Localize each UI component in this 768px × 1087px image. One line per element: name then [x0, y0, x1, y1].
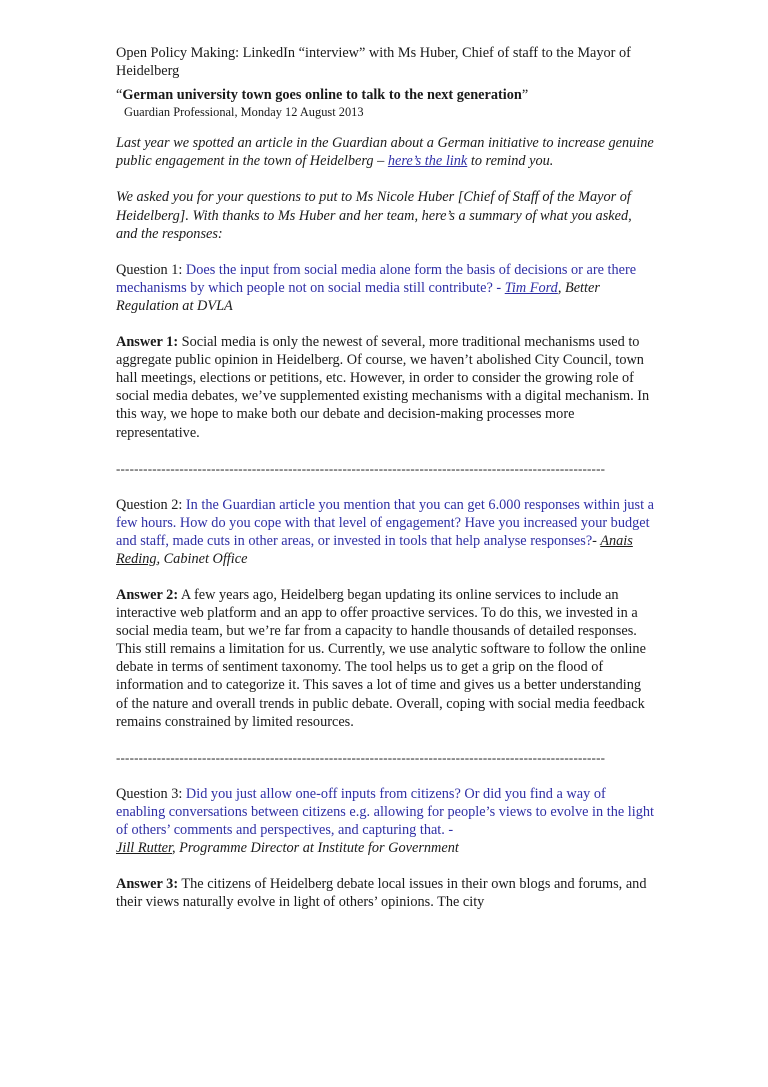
intro-text-end: to remind you.: [467, 153, 554, 170]
answer-text: Social media is only the newest of several, more traditional mechanisms used to aggregate public opinion in Heidelberg. Of course, we haven’t abolished City Council, town hall meetings, elections or petitions, etc. However, in order to consider the growing role of social media debates, we’ve supplemented existing mechanisms with a digital mechanism. In this way, we hope to make both our debate and decision-making processes more representative.: [116, 334, 650, 441]
author-link-jill-rutter[interactable]: Jill Rutter: [116, 840, 172, 856]
question-label: Question 3:: [116, 785, 186, 802]
question-text: Did you just allow one-off inputs from citizens? Or did you find a way of enabling conversations between citizens e.g. allowing for people’s views to evolve in the light of others’ comments and perspectives, and capturing that. -: [116, 785, 654, 838]
document-title: Open Policy Making: LinkedIn “interview” with Ms Huber, Chief of staff to the Mayor of Heidelberg: [116, 45, 631, 80]
answer-1: [116, 333, 656, 442]
separator-line: ------------------------------------------------------------------------------------------------------------: [116, 460, 606, 476]
headline-text: German university town goes online to talk to the next generation: [122, 87, 522, 104]
answer-2: [116, 586, 656, 731]
intro-paragraph-2: We asked you for your questions to put to Ms Nicole Huber [Chief of Staff of the Mayor of Heidelberg]. With thanks to Ms Huber and her team, here’s a summary of what you asked, and the responses:: [116, 189, 632, 242]
question-text: In the Guardian article you mention that you can get 6.000 responses within just a few hours. How do you cope with that level of engagement? Have you increased your budget and staff, made cuts in other areas, or invested in tools that help analyse responses?: [116, 496, 655, 549]
author-affiliation: , Better Regulation at DVLA: [116, 279, 600, 314]
answer-label: Answer 3:: [116, 876, 179, 893]
question-1: [116, 261, 656, 315]
article-link[interactable]: here’s the link: [387, 153, 468, 170]
headline: [116, 86, 656, 104]
question-2: [116, 496, 656, 568]
close-quote: ”: [521, 87, 529, 104]
open-quote: “: [116, 87, 123, 104]
answer-3: [116, 875, 656, 911]
question-3: [116, 785, 656, 857]
author-affiliation: , Cabinet Office: [156, 550, 248, 567]
intro-paragraph-1: [116, 134, 656, 170]
author-link-tim-ford[interactable]: Tim Ford: [504, 279, 558, 296]
answer-label: Answer 1:: [116, 334, 179, 351]
document-page: [116, 44, 656, 911]
answer-text: The citizens of Heidelberg debate local issues in their own blogs and forums, and their views naturally evolve in light of others’ opinions. The city: [116, 876, 647, 911]
separator-line: ------------------------------------------------------------------------------------------------------------: [116, 749, 606, 765]
source-line: Guardian Professional, Monday 12 August 2013: [124, 105, 364, 120]
intro-text: Last year we spotted an article in the Guardian about a German initiative to increase genuine public engagement in the town of Heidelberg –: [116, 135, 654, 170]
answer-text: A few years ago, Heidelberg began updating its online services to include an interactive web platform and an app to offer proactive services. To do this, we invested in a social media team, but we’re far from a capacity to handle thousands of detailed responses. This still remains a limitation for us. Currently, we use analytic software to follow the online debate in terms of sentiment taxonomy. The tool helps us to get a grip on the flood of information and to categorize it. This saves a lot of time and gives us a better understanding of the nature and overall trends in public debate. Overall, coping with social media feedback remains constrained by limited resources.: [116, 586, 646, 730]
answer-label: Answer 2:: [116, 586, 179, 603]
question-text: Does the input from social media alone form the basis of decisions or are there mechanisms by which people not on social media still contribute? -: [116, 261, 637, 296]
author-link-anais-reding[interactable]: Anais Reding: [116, 532, 633, 567]
author-dash: -: [592, 532, 601, 549]
author-affiliation: , Programme Director at Institute for Government: [172, 840, 459, 856]
question-label: Question 2:: [116, 496, 186, 513]
question-label: Question 1:: [116, 261, 186, 278]
